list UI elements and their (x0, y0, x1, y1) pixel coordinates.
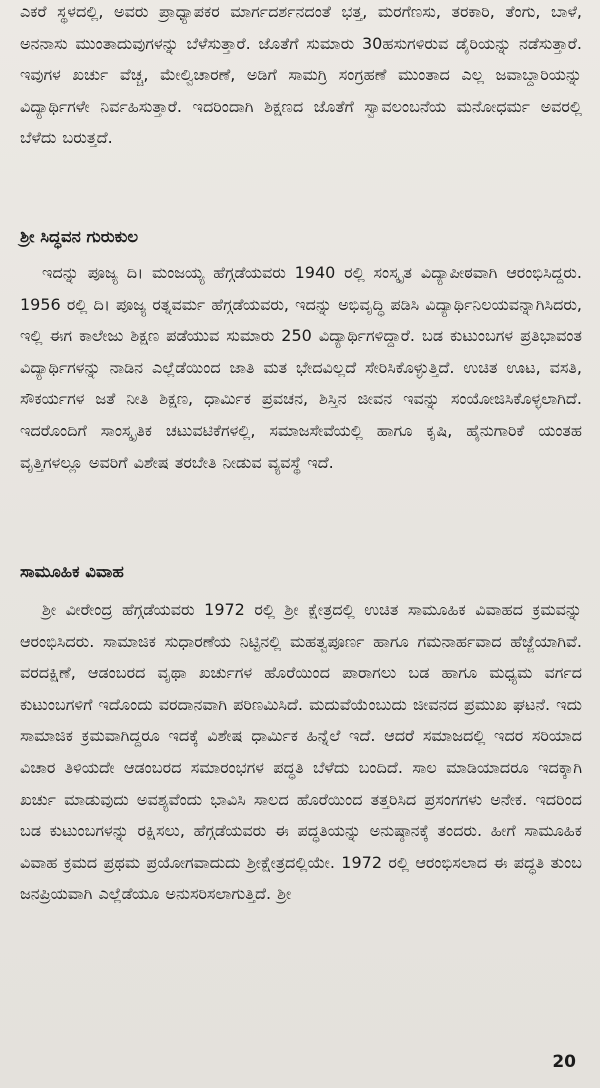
heading-mass-marriage: ಸಾಮೂಹಿಕ ವಿವಾಹ (20, 562, 124, 581)
paragraph-farming-dairy: ಎಕರೆ ಸ್ಥಳದಲ್ಲಿ, ಅವರು ಪ್ರಾಧ್ಯಾಪಕರ ಮಾರ್ಗದರ್ಶನದಂತೆ ಭತ್ತ, ಮರಗೆಣಸು, ತರಕಾರಿ, ತೆಂಗು, ಬಾಳೆ, ಅನನಾಸು ಮುಂತಾದುವುಗಳನ್ನು ಬೆಳೆಸುತ್ತಾರೆ. ಜೊತೆಗೆ ಸುಮಾರು 30ಹಸುಗಳಿರುವ ಡೈರಿಯನ್ನು ನಡೆಸುತ್ತಾರೆ. ಇವುಗಳ ಖರ್ಚು ವೆಚ್ಚ, ಮೇಲ್ವಿಚಾರಣೆ, ಅಡಿಗೆ ಸಾಮಗ್ರಿ ಸಂಗ್ರಹಣೆ ಮುಂತಾದ ಎಲ್ಲ ಜವಾಬ್ದಾರಿಯನ್ನು ವಿದ್ಯಾರ್ಥಿಗಳೇ ನಿರ್ವಹಿಸುತ್ತಾರೆ. ಇದರಿಂದಾಗಿ ಶಿಕ್ಷಣದ ಜೊತೆಗೆ ಸ್ವಾವಲಂಬನೆಯ ಮನೋಧರ್ಮ ಅವರಲ್ಲಿ ಬೆಳೆದು ಬರುತ್ತದೆ. (20, 2, 582, 148)
paragraph-gurukula-history: ಇದನ್ನು ಪೂಜ್ಯ ದಿ। ಮಂಜಯ್ಯ ಹೆಗ್ಗಡೆಯವರು 1940 ರಲ್ಲಿ ಸಂಸ್ಕೃತ ವಿದ್ಯಾಪೀಠವಾಗಿ ಆರಂಭಿಸಿದ್ದರು. 1956 ರಲ್ಲಿ ದಿ। ಪೂಜ್ಯ ರತ್ನವರ್ಮ ಹೆಗ್ಗಡೆಯವರು, ಇದನ್ನು ಅಭಿವೃದ್ಧಿ ಪಡಿಸಿ ವಿದ್ಯಾರ್ಥಿನಿಲಯವನ್ನಾಗಿಸಿದರು, ಇಲ್ಲಿ ಈಗ ಕಾಲೇಜು ಶಿಕ್ಷಣ ಪಡೆಯುವ ಸುಮಾರು 250 ವಿದ್ಯಾರ್ಥಿಗಳಿದ್ದಾರೆ. ಬಡ ಕುಟುಂಬಗಳ ಪ್ರತಿಭಾವಂತ ವಿದ್ಯಾರ್ಥಿಗಳನ್ನು ನಾಡಿನ ಎಲ್ಲೆಡೆಯಿಂದ ಜಾತಿ ಮತ ಭೇದವಿಲ್ಲದೆ ಸೇರಿಸಿಕೊಳ್ಳುತ್ತಿದೆ. ಉಚಿತ ಊಟ, ವಸತಿ, ಸೌಕರ್ಯಗಳ ಜತೆ ನೀತಿ ಶಿಕ್ಷಣ, ಧಾರ್ಮಿಕ ಪ್ರವಚನ, ಶಿಸ್ತಿನ ಜೀವನ ಇವನ್ನು ಸಂಯೋಜಿಸಿಕೊಳ್ಳಲಾಗಿದೆ. ಇದರೊಂದಿಗೆ ಸಾಂಸ್ಕೃತಿಕ ಚಟುವಟಿಕೆಗಳಲ್ಲಿ, ಸಮಾಜಸೇವೆಯಲ್ಲಿ ಹಾಗೂ ಕೃಷಿ, ಹೈನುಗಾರಿಕೆ ಯಂತಹ ವೃತ್ತಿಗಳಲ್ಲೂ ಅವರಿಗೆ ವಿಶೇಷ ತರಬೇತಿ ನೀಡುವ ವ್ಯವಸ್ಥೆ ಇದೆ. (20, 263, 582, 472)
page-number: 20 (552, 1052, 576, 1072)
heading-siddhavana-gurukula: ಶ್ರೀ ಸಿದ್ಧವನ ಗುರುಕುಲ (20, 227, 139, 246)
paragraph-mass-marriage: ಶ್ರೀ ವೀರೇಂದ್ರ ಹೆಗ್ಗಡೆಯವರು 1972 ರಲ್ಲಿ ಶ್ರೀ ಕ್ಷೇತ್ರದಲ್ಲಿ ಉಚಿತ ಸಾಮೂಹಿಕ ವಿವಾಹದ ಕ್ರಮವನ್ನು ಆರಂಭಿಸಿದರು. ಸಾಮಾಜಿಕ ಸುಧಾರಣೆಯ ನಿಟ್ಟಿನಲ್ಲಿ ಮಹತ್ವಪೂರ್ಣ ಹಾಗೂ ಗಮನಾರ್ಹವಾದ ಹೆಜ್ಜೆಯಾಗಿವೆ. ವರದಕ್ಷಿಣೆ, ಆಡಂಬರದ ವೃಥಾ ಖರ್ಚುಗಳ ಹೊರೆಯಿಂದ ಪಾರಾಗಲು ಬಡ ಹಾಗೂ ಮಧ್ಯಮ ವರ್ಗದ ಕುಟುಂಬಗಳಿಗೆ ಇದೊಂದು ವರದಾನವಾಗಿ ಪರಿಣಮಿಸಿದೆ. ಮದುವೆಯೆಂಬುದು ಜೀವನದ ಪ್ರಮುಖ ಘಟನೆ. ಇದು ಸಾಮಾಜಿಕ ಕ್ರಮವಾಗಿದ್ದರೂ ಇದಕ್ಕೆ ವಿಶೇಷ ಧಾರ್ಮಿಕ ಹಿನ್ನೆಲೆ ಇದೆ. ಆದರೆ ಸಮಾಜದಲ್ಲಿ ಇದರ ಸರಿಯಾದ ವಿಚಾರ ತಿಳಿಯದೇ ಆಡಂಬರದ ಸಮಾರಂಭಗಳ ಪದ್ಧತಿ ಬೆಳೆದು ಬಂದಿದೆ. ಸಾಲ ಮಾಡಿಯಾದರೂ ಇದಕ್ಕಾಗಿ ಖರ್ಚು ಮಾಡುವುದು ಅವಶ್ಯವೆಂದು ಭಾವಿಸಿ ಸಾಲದ ಹೊರೆಯಿಂದ ತತ್ತರಿಸಿದ ಪ್ರಸಂಗಗಳು ಅನೇಕ. ಇದರಿಂದ ಬಡ ಕುಟುಂಬಗಳನ್ನು ರಕ್ಷಿಸಲು, ಹೆಗ್ಗಡೆಯವರು ಈ ಪದ್ಧತಿಯನ್ನು ಅನುಷ್ಠಾನಕ್ಕೆ ತಂದರು. ಹೀಗೆ ಸಾಮೂಹಿಕ ವಿವಾಹ ಕ್ರಮದ ಪ್ರಥಮ ಪ್ರಯೋಗವಾದುದು ಶ್ರೀಕ್ಷೇತ್ರದಲ್ಲಿಯೇ. 1972 ರಲ್ಲಿ ಆರಂಭಿಸಲಾದ ಈ ಪದ್ಧತಿ ತುಂಬ ಜನಪ್ರಿಯವಾಗಿ ಎಲ್ಲೆಡೆಯೂ ಅನುಸರಿಸಲಾಗುತ್ತಿದೆ. ಶ್ರೀ (20, 600, 582, 904)
